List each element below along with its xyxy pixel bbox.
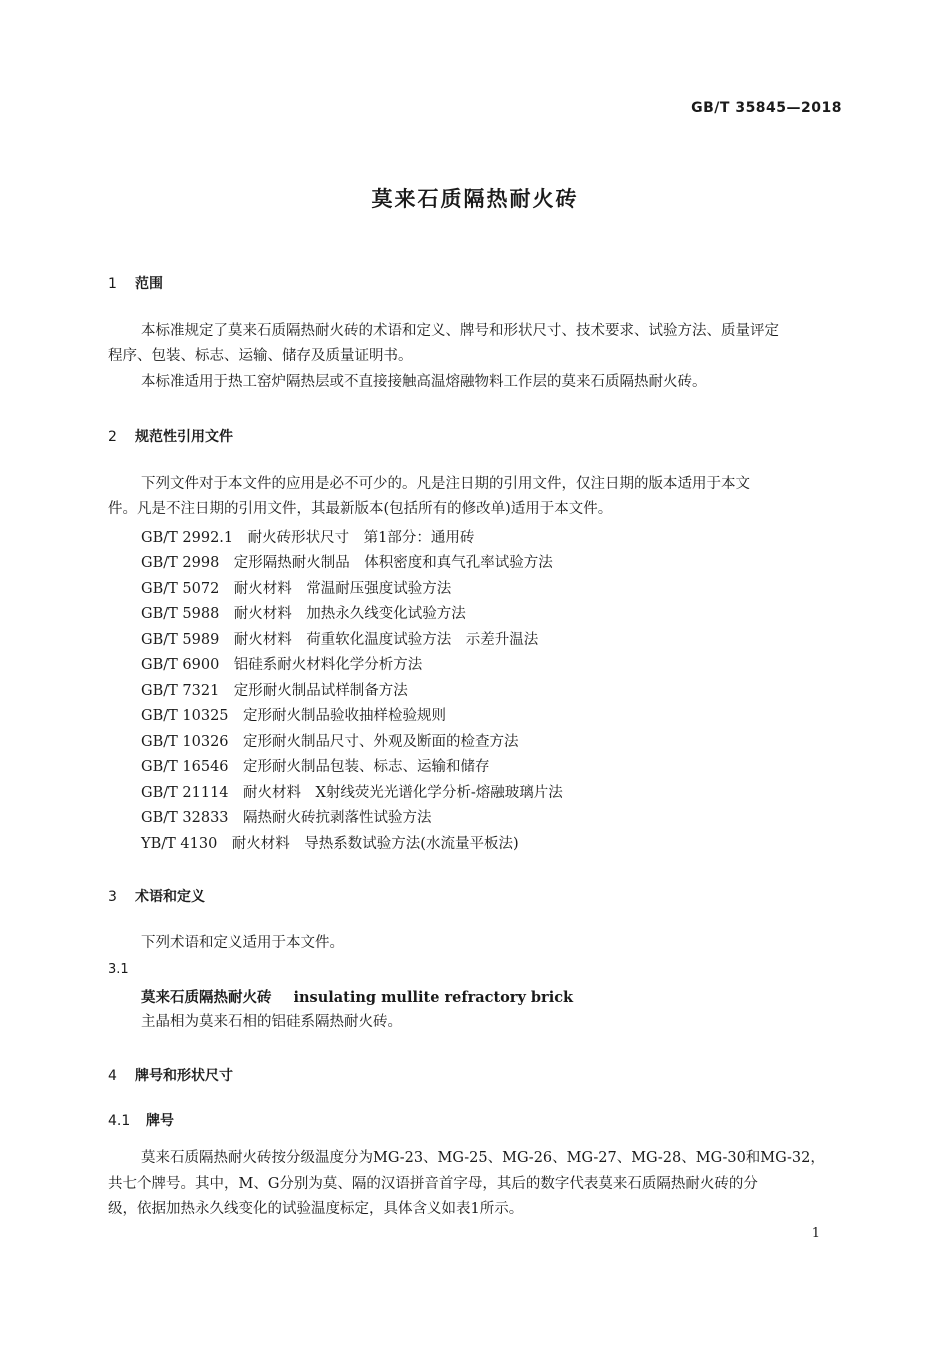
reference-item: GB/T 6900 铝硅系耐火材料化学分析方法 <box>141 657 423 673</box>
reference-item: GB/T 32833 隔热耐火砖抗剥落性试验方法 <box>141 810 432 826</box>
section-title: 范围 <box>135 276 163 292</box>
section-title: 规范性引用文件 <box>135 429 233 445</box>
reference-item: GB/T 10326 定形耐火制品尺寸、外观及断面的检查方法 <box>141 734 519 750</box>
reference-item: GB/T 5988 耐火材料 加热永久线变化试验方法 <box>141 606 466 622</box>
grade-paragraph-line-1: 莫来石质隔热耐火砖按分级温度分为MG-23、MG-25、MG-26、MG-27、MG-28、MG-30和MG-32， <box>141 1150 825 1166</box>
section-3-heading <box>108 886 205 906</box>
reference-item: GB/T 7321 定形耐火制品试样制备方法 <box>141 683 408 699</box>
reference-item: GB/T 2992.1 耐火砖形状尺寸 第1部分：通用砖 <box>141 530 475 546</box>
page-number: 1 <box>811 1226 820 1241</box>
subsection-number: 4.1 <box>108 1113 131 1129</box>
grade-paragraph-line-2: 共七个牌号。其中，M、G分别为莫、隔的汉语拼音首字母，其后的数字代表莫来石质隔热耐火砖的分 <box>108 1176 758 1192</box>
reference-item: GB/T 21114 耐火材料 X射线荧光光谱化学分析-熔融玻璃片法 <box>141 785 563 801</box>
section-number: 3 <box>108 889 117 905</box>
section-title: 术语和定义 <box>135 889 205 905</box>
section-number: 1 <box>108 276 117 292</box>
term-entry <box>141 986 573 1007</box>
reference-item: GB/T 5072 耐火材料 常温耐压强度试验方法 <box>141 581 452 597</box>
reference-item: YB/T 4130 耐火材料 导热系数试验方法(水流量平板法) <box>141 836 519 852</box>
reference-item: GB/T 16546 定形耐火制品包装、标志、运输和储存 <box>141 759 490 775</box>
section-number: 4 <box>108 1068 117 1084</box>
reference-item: GB/T 10325 定形耐火制品验收抽样检验规则 <box>141 708 447 724</box>
terms-intro: 下列术语和定义适用于本文件。 <box>141 935 344 951</box>
subsection-title: 牌号 <box>146 1113 174 1129</box>
section-2-heading <box>108 426 233 446</box>
scope-paragraph-2: 本标准适用于热工窑炉隔热层或不直接接触高温熔融物料工作层的莫来石质隔热耐火砖。 <box>141 374 707 390</box>
scope-paragraph-1-line-2: 程序、包装、标志、运输、储存及质量证明书。 <box>108 348 413 364</box>
term-chinese: 莫来石质隔热耐火砖 <box>141 989 272 1006</box>
term-definition: 主晶相为莫来石相的铝硅系隔热耐火砖。 <box>141 1014 402 1030</box>
section-number: 2 <box>108 429 117 445</box>
references-intro-line-1: 下列文件对于本文件的应用是必不可少的。凡是注日期的引用文件，仅注日期的版本适用于本文 <box>141 476 750 492</box>
grade-paragraph-line-3: 级，依据加热永久线变化的试验温度标定，具体含义如表1所示。 <box>108 1201 524 1217</box>
section-4-heading <box>108 1065 233 1085</box>
subsection-4-1-heading <box>108 1110 174 1130</box>
reference-item: GB/T 5989 耐火材料 荷重软化温度试验方法 示差升温法 <box>141 632 539 648</box>
term-number: 3.1 <box>108 962 129 977</box>
reference-item: GB/T 2998 定形隔热耐火制品 体积密度和真气孔率试验方法 <box>141 555 553 571</box>
term-english: insulating mullite refractory brick <box>293 989 574 1006</box>
references-intro-line-2: 件。凡是不注日期的引用文件，其最新版本(包括所有的修改单)适用于本文件。 <box>108 501 613 517</box>
section-1-heading <box>108 273 163 293</box>
document-title: 莫来石质隔热耐火砖 <box>371 187 579 211</box>
scope-paragraph-1-line-1: 本标准规定了莫来石质隔热耐火砖的术语和定义、牌号和形状尺寸、技术要求、试验方法、质量评定 <box>141 323 779 339</box>
standard-code: GB/T 35845—2018 <box>691 100 842 116</box>
section-title: 牌号和形状尺寸 <box>135 1068 233 1084</box>
